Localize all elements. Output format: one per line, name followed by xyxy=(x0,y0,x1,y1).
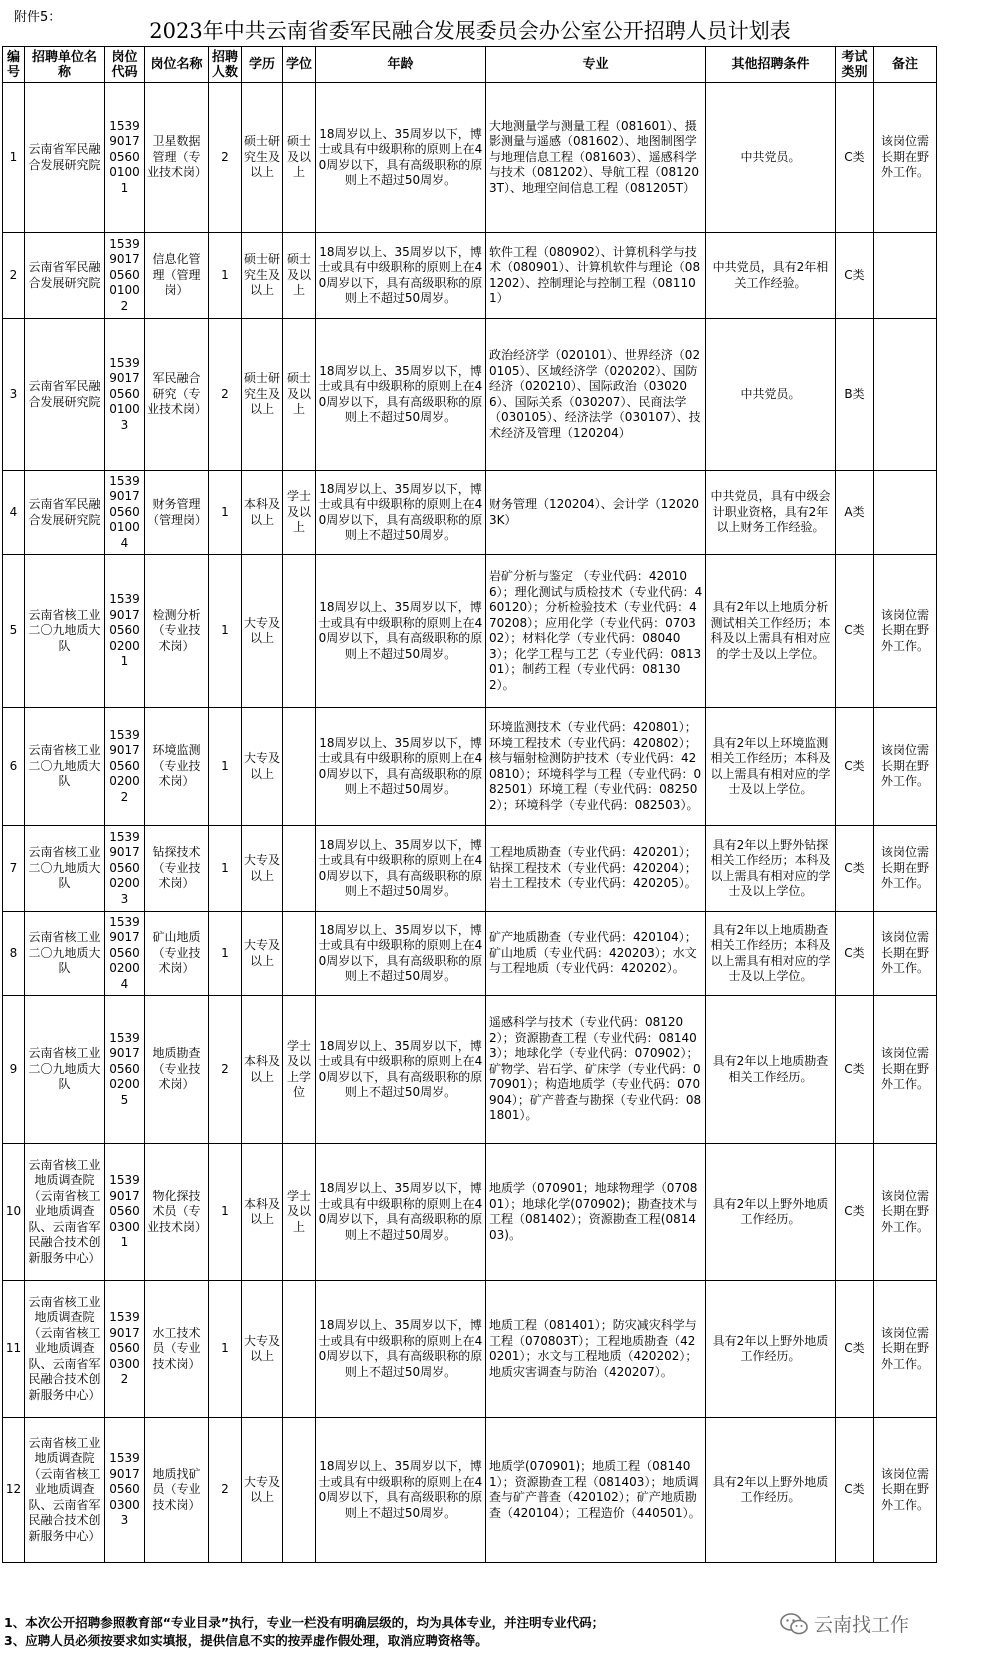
cell-age: 18周岁以上、35周岁以下，博士或具有中级职称的原则上在40周岁以下，具有高级职称的原则上不超过50周岁。 xyxy=(316,1418,486,1563)
cell-education: 本科及以上 xyxy=(242,996,283,1144)
cell-education: 本科及以上 xyxy=(242,1144,283,1281)
watermark-text: 云南找工作 xyxy=(814,1614,910,1636)
cell-degree xyxy=(283,912,316,996)
table-row xyxy=(3,826,937,912)
cell-age: 18周岁以上、35周岁以下，博士或具有中级职称的原则上在40周岁以下，具有高级职称的原则上不超过50周岁。 xyxy=(316,555,486,708)
cell-exam-type: C类 xyxy=(836,1418,874,1563)
cell-post-code: 15399017056001001 xyxy=(105,83,145,233)
cell-number: 10 xyxy=(3,1144,25,1281)
cell-number: 9 xyxy=(3,996,25,1144)
cell-unit: 云南省核工业地质调查院（云南省核工业地质调查队、云南省军民融合技术创新服务中心） xyxy=(25,1144,105,1281)
cell-remark: 该岗位需长期在野外工作。 xyxy=(874,996,937,1144)
table-row xyxy=(3,1281,937,1418)
cell-count: 2 xyxy=(209,996,242,1144)
table-row xyxy=(3,319,937,471)
cell-unit: 云南省核工业地质调查院（云南省核工业地质调查队、云南省军民融合技术创新服务中心） xyxy=(25,1418,105,1563)
cell-exam-type: A类 xyxy=(836,471,874,555)
table-row xyxy=(3,83,937,233)
cell-post-code: 15399017056003002 xyxy=(105,1281,145,1418)
cell-degree xyxy=(283,1281,316,1418)
cell-post-code: 15399017056001003 xyxy=(105,319,145,471)
cell-major: 财务管理（120204）、会计学（120203K） xyxy=(486,471,706,555)
cell-major: 政治经济学（020101）、世界经济（020105）、区域经济学（020202）、国防经济（020210）、国际政治（030206）、国际关系（030207）、民商法学（030105）、经济法学（030107）、技术经济及管理（120204） xyxy=(486,319,706,471)
cell-unit: 云南省军民融合发展研究院 xyxy=(25,83,105,233)
cell-post-name: 军民融合研究（专业技术岗） xyxy=(145,319,209,471)
cell-post-code: 15399017056002002 xyxy=(105,708,145,826)
cell-number: 1 xyxy=(3,83,25,233)
cell-post-code: 15399017056002004 xyxy=(105,912,145,996)
cell-post-name: 环境监测（专业技术岗） xyxy=(145,708,209,826)
cell-unit: 云南省核工业二〇九地质大队 xyxy=(25,708,105,826)
cell-remark: 该岗位需长期在野外工作。 xyxy=(874,555,937,708)
cell-unit: 云南省军民融合发展研究院 xyxy=(25,233,105,319)
cell-number: 2 xyxy=(3,233,25,319)
cell-unit: 云南省核工业二〇九地质大队 xyxy=(25,555,105,708)
cell-number: 12 xyxy=(3,1418,25,1563)
cell-unit: 云南省核工业地质调查院（云南省核工业地质调查队、云南省军民融合技术创新服务中心） xyxy=(25,1281,105,1418)
cell-post-code: 15399017056002001 xyxy=(105,555,145,708)
cell-exam-type: C类 xyxy=(836,912,874,996)
cell-age: 18周岁以上、35周岁以下，博士或具有中级职称的原则上在40周岁以下，具有高级职称的原则上不超过50周岁。 xyxy=(316,83,486,233)
cell-exam-type: C类 xyxy=(836,826,874,912)
cell-count: 1 xyxy=(209,555,242,708)
header-count: 招聘人数 xyxy=(209,47,242,83)
cell-unit: 云南省核工业二〇九地质大队 xyxy=(25,996,105,1144)
cell-other-conditions: 具有2年以上野外地质工作经历。 xyxy=(706,1281,836,1418)
table-row xyxy=(3,1418,937,1563)
cell-degree: 硕士及以上 xyxy=(283,233,316,319)
cell-count: 1 xyxy=(209,912,242,996)
cell-unit: 云南省军民融合发展研究院 xyxy=(25,319,105,471)
cell-other-conditions: 具有2年以上地质勘查相关工作经历；本科及以上需具有相对应的学士及以上学位。 xyxy=(706,912,836,996)
cell-degree: 硕士及以上 xyxy=(283,319,316,471)
table-header-row xyxy=(3,47,937,83)
cell-degree xyxy=(283,826,316,912)
cell-age: 18周岁以上、35周岁以下，博士或具有中级职称的原则上在40周岁以下，具有高级职称的原则上不超过50周岁。 xyxy=(316,471,486,555)
cell-number: 4 xyxy=(3,471,25,555)
cell-remark xyxy=(874,233,937,319)
header-exam: 考试类别 xyxy=(836,47,874,83)
cell-count: 2 xyxy=(209,319,242,471)
cell-remark: 该岗位需长期在野外工作。 xyxy=(874,1144,937,1281)
cell-age: 18周岁以上、35周岁以下，博士或具有中级职称的原则上在40周岁以下，具有高级职称的原则上不超过50周岁。 xyxy=(316,319,486,471)
cell-other-conditions: 具有2年以上地质分析测试相关工作经历；本科及以上需具有相对应的学士及以上学位。 xyxy=(706,555,836,708)
cell-age: 18周岁以上、35周岁以下，博士或具有中级职称的原则上在40周岁以下，具有高级职称的原则上不超过50周岁。 xyxy=(316,826,486,912)
cell-exam-type: C类 xyxy=(836,83,874,233)
cell-number: 11 xyxy=(3,1281,25,1418)
cell-exam-type: C类 xyxy=(836,1281,874,1418)
recruitment-plan-table xyxy=(2,46,937,1563)
cell-other-conditions: 具有2年以上环境监测相关工作经历；本科及以上需具有相对应的学士及以上学位。 xyxy=(706,708,836,826)
cell-degree: 学士及以上 xyxy=(283,1144,316,1281)
cell-remark xyxy=(874,471,937,555)
cell-other-conditions: 中共党员。 xyxy=(706,83,836,233)
cell-other-conditions: 中共党员，具有2年相关工作经验。 xyxy=(706,233,836,319)
header-other: 其他招聘条件 xyxy=(706,47,836,83)
cell-age: 18周岁以上、35周岁以下，博士或具有中级职称的原则上在40周岁以下，具有高级职称的原则上不超过50周岁。 xyxy=(316,233,486,319)
table-row xyxy=(3,912,937,996)
watermark xyxy=(780,1610,909,1637)
cell-count: 1 xyxy=(209,708,242,826)
header-unit: 招聘单位名称 xyxy=(25,47,105,83)
table-row xyxy=(3,996,937,1144)
cell-remark: 该岗位需长期在野外工作。 xyxy=(874,83,937,233)
footnote: 3、应聘人员必须按要求如实填报，提供信息不实的按弄虚作假处理，取消应聘资格等。 xyxy=(4,1633,488,1648)
cell-education: 大专及以上 xyxy=(242,826,283,912)
cell-post-name: 钻探技术（专业技术岗） xyxy=(145,826,209,912)
header-education: 学历 xyxy=(242,47,283,83)
cell-exam-type: C类 xyxy=(836,233,874,319)
cell-post-code: 15399017056003001 xyxy=(105,1144,145,1281)
header-no: 编号 xyxy=(3,47,25,83)
cell-education: 硕士研究生及以上 xyxy=(242,319,283,471)
cell-other-conditions: 具有2年以上地质勘查相关工作经历。 xyxy=(706,996,836,1144)
cell-education: 本科及以上 xyxy=(242,471,283,555)
header-code: 岗位代码 xyxy=(105,47,145,83)
cell-count: 1 xyxy=(209,233,242,319)
cell-age: 18周岁以上、35周岁以下，博士或具有中级职称的原则上在40周岁以下，具有高级职称的原则上不超过50周岁。 xyxy=(316,708,486,826)
table-row xyxy=(3,471,937,555)
cell-education: 硕士研究生及以上 xyxy=(242,233,283,319)
cell-degree: 学士及以上学位 xyxy=(283,996,316,1144)
cell-major: 地质工程（081401）；防灾减灾科学与工程（070803T）；工程地质勘查（420201）；水文与工程地质（420202）；地质灾害调查与防治（420207）。 xyxy=(486,1281,706,1418)
cell-post-name: 检测分析（专业技术岗） xyxy=(145,555,209,708)
cell-post-name: 地质找矿员（专业技术岗） xyxy=(145,1418,209,1563)
cell-other-conditions: 具有2年以上野外地质工作经历。 xyxy=(706,1418,836,1563)
cell-post-code: 15399017056001004 xyxy=(105,471,145,555)
header-post: 岗位名称 xyxy=(145,47,209,83)
cell-exam-type: C类 xyxy=(836,1144,874,1281)
header-degree: 学位 xyxy=(283,47,316,83)
footnote: 1、本次公开招聘参照教育部“专业目录”执行，专业一栏没有明确层级的，均为具体专业，并注明专业代码； xyxy=(4,1615,605,1630)
cell-other-conditions: 中共党员。 xyxy=(706,319,836,471)
cell-major: 地质学（070901；地球物理学（070801）；地球化学(070902)；勘查技术与工程（081402）；资源勘查工程(081403)。 xyxy=(486,1144,706,1281)
cell-remark: 该岗位需长期在野外工作。 xyxy=(874,826,937,912)
cell-count: 1 xyxy=(209,471,242,555)
cell-post-name: 信息化管理（管理岗） xyxy=(145,233,209,319)
cell-education: 硕士研究生及以上 xyxy=(242,83,283,233)
cell-age: 18周岁以上、35周岁以下，博士或具有中级职称的原则上在40周岁以下，具有高级职称的原则上不超过50周岁。 xyxy=(316,996,486,1144)
cell-count: 1 xyxy=(209,826,242,912)
cell-major: 遥感科学与技术（专业代码：081202）；资源勘查工程（专业代码：081403）；地球化学（专业代码：070902）；矿物学、岩石学、矿床学（专业代码：070901）；构造地质学（专业代码：070904）；矿产普查与勘探（专业代码：081801）。 xyxy=(486,996,706,1144)
cell-post-name: 财务管理（管理岗） xyxy=(145,471,209,555)
cell-education: 大专及以上 xyxy=(242,912,283,996)
cell-education: 大专及以上 xyxy=(242,708,283,826)
cell-post-code: 15399017056002005 xyxy=(105,996,145,1144)
cell-major: 软件工程（080902）、计算机科学与技术（080901）、计算机软件与理论（081202）、控制理论与控制工程（081101） xyxy=(486,233,706,319)
cell-remark: 该岗位需长期在野外工作。 xyxy=(874,708,937,826)
cell-degree xyxy=(283,708,316,826)
cell-post-name: 水工技术员（专业技术岗） xyxy=(145,1281,209,1418)
cell-education: 大专及以上 xyxy=(242,555,283,708)
cell-degree: 硕士及以上 xyxy=(283,83,316,233)
table-row xyxy=(3,233,937,319)
cell-degree xyxy=(283,555,316,708)
document-title: 2023年中共云南省委军民融合发展委员会办公室公开招聘人员计划表 xyxy=(149,19,791,43)
cell-count: 2 xyxy=(209,83,242,233)
cell-remark xyxy=(874,319,937,471)
cell-unit: 云南省核工业二〇九地质大队 xyxy=(25,826,105,912)
cell-degree: 学士及以上 xyxy=(283,471,316,555)
cell-post-name: 矿山地质（专业技术岗） xyxy=(145,912,209,996)
header-age: 年龄 xyxy=(316,47,486,83)
cell-exam-type: C类 xyxy=(836,996,874,1144)
cell-major: 矿产地质勘查（专业代码：420104）；矿山地质（专业代码：420203）；水文与工程地质（专业代码：420202）。 xyxy=(486,912,706,996)
cell-count: 1 xyxy=(209,1144,242,1281)
cell-major: 岩矿分析与鉴定 （专业代码：420106）；理化测试与质检技术（专业代码：460120）；分析检验技术（专业代码：470208）；应用化学（专业代码：070302）；材料化学（专业代码：080403）；化学工程与工艺（专业代码：081301）；制药工程（专业代码：081302）。 xyxy=(486,555,706,708)
cell-number: 3 xyxy=(3,319,25,471)
wechat-icon xyxy=(780,1613,808,1635)
cell-education: 大专及以上 xyxy=(242,1418,283,1563)
cell-post-code: 15399017056002003 xyxy=(105,826,145,912)
cell-age: 18周岁以上、35周岁以下，博士或具有中级职称的原则上在40周岁以下，具有高级职称的原则上不超过50周岁。 xyxy=(316,1144,486,1281)
cell-unit: 云南省核工业二〇九地质大队 xyxy=(25,912,105,996)
cell-major: 地质学(070901)；地质工程（081401）；资源勘查工程（081403）；地质调查与矿产普查（420102）；矿产地质勘查（420104）；工程造价（440501）。 xyxy=(486,1418,706,1563)
cell-education: 大专及以上 xyxy=(242,1281,283,1418)
cell-exam-type: B类 xyxy=(836,319,874,471)
cell-post-code: 15399017056001002 xyxy=(105,233,145,319)
cell-exam-type: C类 xyxy=(836,708,874,826)
cell-number: 5 xyxy=(3,555,25,708)
cell-post-name: 卫星数据管理（专业技术岗） xyxy=(145,83,209,233)
cell-age: 18周岁以上、35周岁以下，博士或具有中级职称的原则上在40周岁以下，具有高级职称的原则上不超过50周岁。 xyxy=(316,912,486,996)
header-remark: 备注 xyxy=(874,47,937,83)
cell-number: 6 xyxy=(3,708,25,826)
cell-remark: 该岗位需长期在野外工作。 xyxy=(874,912,937,996)
cell-number: 7 xyxy=(3,826,25,912)
cell-exam-type: C类 xyxy=(836,555,874,708)
cell-major: 环境监测技术（专业代码：420801）；环境工程技术（专业代码：420802）；核与辐射检测防护技术（专业代码：420810）；环境科学与工程（专业代码：082501）环境工程（专业代码：082502）；环境科学（专业代码：082503）。 xyxy=(486,708,706,826)
cell-other-conditions: 具有2年以上野外地质工作经历。 xyxy=(706,1144,836,1281)
cell-remark: 该岗位需长期在野外工作。 xyxy=(874,1281,937,1418)
cell-remark: 该岗位需长期在野外工作。 xyxy=(874,1418,937,1563)
cell-major: 大地测量学与测量工程（081601）、摄影测量与遥感（081602）、地图制图学与地理信息工程（081603）、遥感科学与技术（081202）、导航工程（081203T）、地理空间信息工程（081205T） xyxy=(486,83,706,233)
table-row xyxy=(3,1144,937,1281)
cell-count: 2 xyxy=(209,1418,242,1563)
cell-degree xyxy=(283,1418,316,1563)
cell-major: 工程地质勘查（专业代码：420201）；钻探工程技术（专业代码：420204）；岩土工程技术（专业代码：420205）。 xyxy=(486,826,706,912)
table-row xyxy=(3,555,937,708)
cell-count: 1 xyxy=(209,1281,242,1418)
header-major: 专业 xyxy=(486,47,706,83)
cell-other-conditions: 具有2年以上野外钻探相关工作经历；本科及以上需具有相对应的学士及以上学位。 xyxy=(706,826,836,912)
cell-age: 18周岁以上、35周岁以下，博士或具有中级职称的原则上在40周岁以下，具有高级职称的原则上不超过50周岁。 xyxy=(316,1281,486,1418)
table-row xyxy=(3,708,937,826)
attachment-label: 附件5： xyxy=(14,10,62,25)
cell-unit: 云南省军民融合发展研究院 xyxy=(25,471,105,555)
cell-post-name: 物化探技术员（专业技术岗） xyxy=(145,1144,209,1281)
cell-other-conditions: 中共党员，具有中级会计职业资格，具有2年以上财务工作经验。 xyxy=(706,471,836,555)
cell-number: 8 xyxy=(3,912,25,996)
cell-post-name: 地质勘查（专业技术岗） xyxy=(145,996,209,1144)
cell-post-code: 15399017056003003 xyxy=(105,1418,145,1563)
